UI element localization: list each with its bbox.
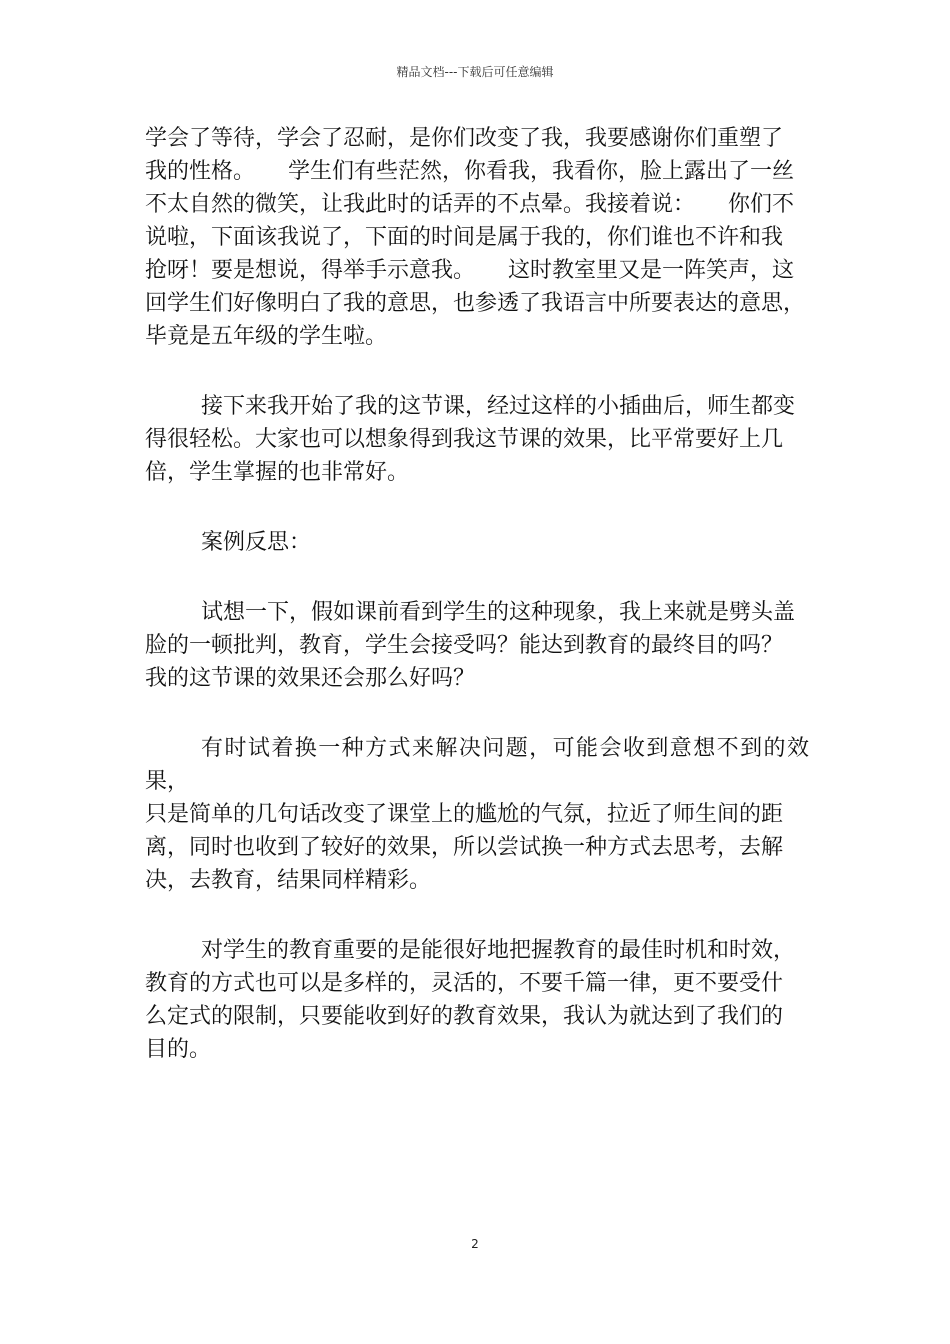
paragraph-lesson-result (145, 390, 809, 489)
text-line: 毕竟是五年级的学生啦。 (145, 324, 388, 349)
text-line: 目的。 (145, 1037, 212, 1062)
paragraph-reflection-method (145, 732, 809, 897)
text-line: 么定式的限制，只要能收到好的教育效果，我认为就达到了我们的 (145, 1004, 784, 1029)
text-line: 学会了等待，学会了忍耐，是你们改变了我，我要感谢你们重塑了 (145, 126, 784, 151)
section-heading-reflection (145, 526, 809, 559)
text-line: 回学生们好像明白了我的意思，也参透了我语言中所要表达的意思， (145, 291, 806, 316)
text-line: 不太自然的微笑，让我此时的话弄的不点晕。我接着说： 你们不 (145, 192, 795, 217)
document-body (145, 122, 809, 1103)
text-line: 脸的一顿批判，教育，学生会接受吗？能达到教育的最终目的吗？ (145, 633, 784, 658)
paragraph-continuation (145, 122, 809, 353)
page-number: 2 (471, 1237, 479, 1251)
text-line: 案例反思： (201, 530, 312, 555)
text-line: 教育的方式也可以是多样的，灵活的，不要千篇一律，更不要受什 (145, 971, 784, 996)
text-line: 倍，学生掌握的也非常好。 (145, 460, 410, 485)
paragraph-reflection-question (145, 596, 809, 695)
text-line: 说啦，下面该我说了，下面的时间是属于我的，你们谁也不许和我 (145, 225, 784, 250)
text-line: 对学生的教育重要的是能很好地把握教育的最佳时机和时效， (201, 938, 796, 963)
page-header: 精品文档---下载后可任意编辑 (396, 65, 554, 79)
text-line: 接下来我开始了我的这节课，经过这样的小插曲后，师生都变 (201, 394, 796, 419)
text-line: 我的性格。 学生们有些茫然，你看我，我看你，脸上露出了一丝 (145, 159, 795, 184)
text-line: 我的这节课的效果还会那么好吗？ (145, 666, 476, 691)
paragraph-reflection-conclusion (145, 934, 809, 1066)
text-line: 有时试着换一种方式来解决问题，可能会收到意想不到的效果， (145, 736, 809, 794)
text-line: 只是简单的几句话改变了课堂上的尴尬的气氛，拉近了师生间的距 (145, 802, 784, 827)
text-line: 离，同时也收到了较好的效果，所以尝试换一种方式去思考，去解 (145, 835, 784, 860)
text-line: 试想一下，假如课前看到学生的这种现象，我上来就是劈头盖 (201, 600, 796, 625)
text-line: 抢呀！要是想说，得举手示意我。 这时教室里又是一阵笑声，这 (145, 258, 795, 283)
text-line: 得很轻松。大家也可以想象得到我这节课的效果，比平常要好上几 (145, 427, 784, 452)
text-line: 决，去教育，结果同样精彩。 (145, 868, 432, 893)
